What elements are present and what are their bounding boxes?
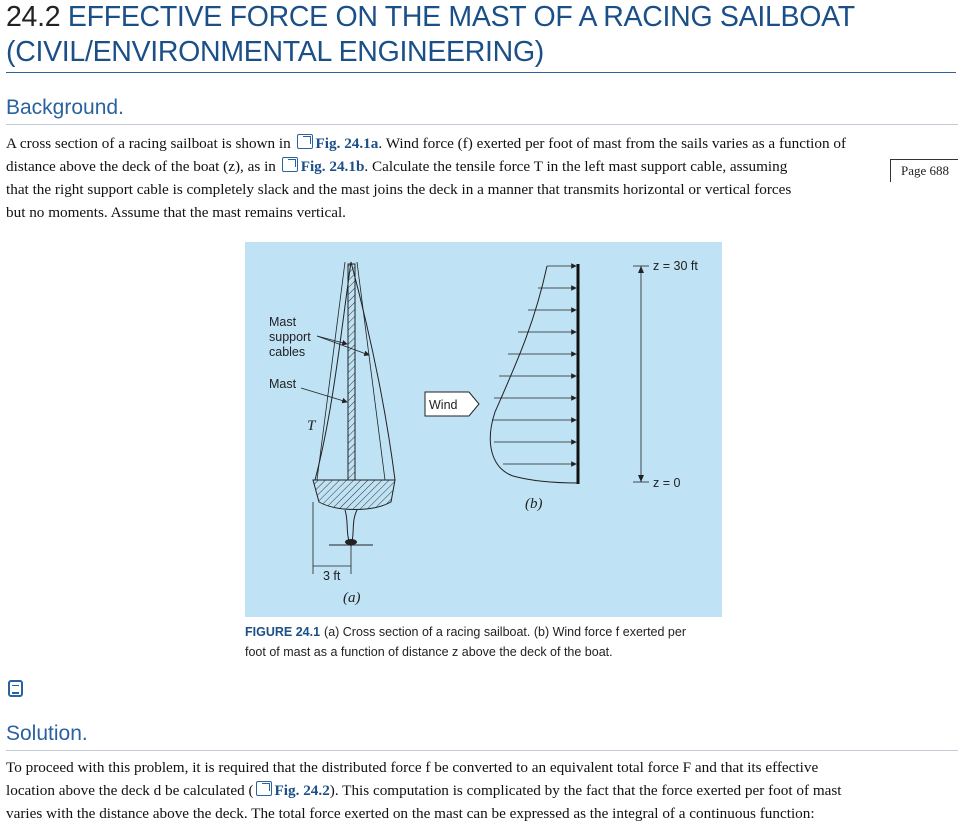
caption-line1: (a) Cross section of a racing sailboat. (b) Wind force f exerted per bbox=[324, 625, 686, 639]
background-line-2: distance above the deck of the boat (z), as in Fig. 24.1b. Calculate the tensile force T in the left mast support cable, assuming bbox=[6, 158, 788, 175]
label-cables-3: cables bbox=[269, 345, 306, 359]
solution-paragraph bbox=[6, 756, 946, 825]
section-number: 24.2 bbox=[6, 1, 61, 33]
figure-drawing bbox=[245, 242, 722, 617]
caption-label: FIGURE 24.1 bbox=[245, 625, 321, 639]
section-title bbox=[6, 0, 956, 73]
label-a: (a) bbox=[343, 590, 361, 606]
label-wind: Wind bbox=[429, 398, 458, 412]
label-3ft: 3 ft bbox=[323, 569, 341, 583]
wind-profile-drawing bbox=[490, 264, 649, 484]
section-title-line1: EFFECTIVE FORCE ON THE MAST OF A RACING SAILBOAT bbox=[67, 1, 855, 33]
background-line-1: A cross section of a racing sailboat is shown in Fig. 24.1a. Wind force (f) exerted per foot of mast from the sails varies as a function of bbox=[6, 135, 847, 152]
caption-line2: foot of mast as a function of distance z above the deck of the boat. bbox=[245, 645, 613, 659]
label-z-30ft: z = 30 ft bbox=[653, 259, 698, 273]
label-tension-T: T bbox=[307, 418, 316, 434]
fig-24-1b-link[interactable]: Fig. 24.1b bbox=[300, 158, 365, 175]
external-link-icon[interactable] bbox=[282, 157, 298, 172]
fig-24-2-link[interactable]: Fig. 24.2 bbox=[274, 782, 330, 799]
notes-icon[interactable] bbox=[8, 680, 23, 697]
external-link-icon[interactable] bbox=[297, 134, 313, 149]
solution-line-2: location above the deck d be calculated ( Fig. 24.2). This computation is complicated by the fact that the force exerted per foot of mast bbox=[6, 782, 842, 799]
background-paragraph bbox=[6, 132, 946, 224]
background-line-4: but no moments. Assume that the mast remains vertical. bbox=[6, 204, 346, 221]
figure-caption bbox=[245, 622, 725, 662]
page-marker: Page 688 bbox=[890, 159, 958, 182]
figure-24-1 bbox=[245, 242, 722, 617]
section-title-line2: (CIVIL/ENVIRONMENTAL ENGINEERING) bbox=[6, 36, 545, 68]
label-mast: Mast bbox=[269, 377, 297, 391]
solution-line-1: To proceed with this problem, it is required that the distributed force f be converted to an equivalent total force F and that its effective bbox=[6, 759, 819, 776]
label-z-0: z = 0 bbox=[653, 476, 681, 490]
label-cables-1: Mast bbox=[269, 315, 297, 329]
background-heading: Background. bbox=[6, 96, 958, 125]
external-link-icon[interactable] bbox=[256, 781, 272, 796]
label-b: (b) bbox=[525, 496, 543, 512]
label-cables-2: support bbox=[269, 330, 311, 344]
fig-24-1a-link[interactable]: Fig. 24.1a bbox=[315, 135, 379, 152]
solution-line-3: varies with the distance above the deck. The total force exerted on the mast can be expressed as the integral of a continuous function: bbox=[6, 805, 815, 822]
background-line-3: that the right support cable is completely slack and the mast joins the deck in a manner that transmits horizontal or vertical forces bbox=[6, 181, 792, 198]
solution-heading: Solution. bbox=[6, 722, 958, 751]
